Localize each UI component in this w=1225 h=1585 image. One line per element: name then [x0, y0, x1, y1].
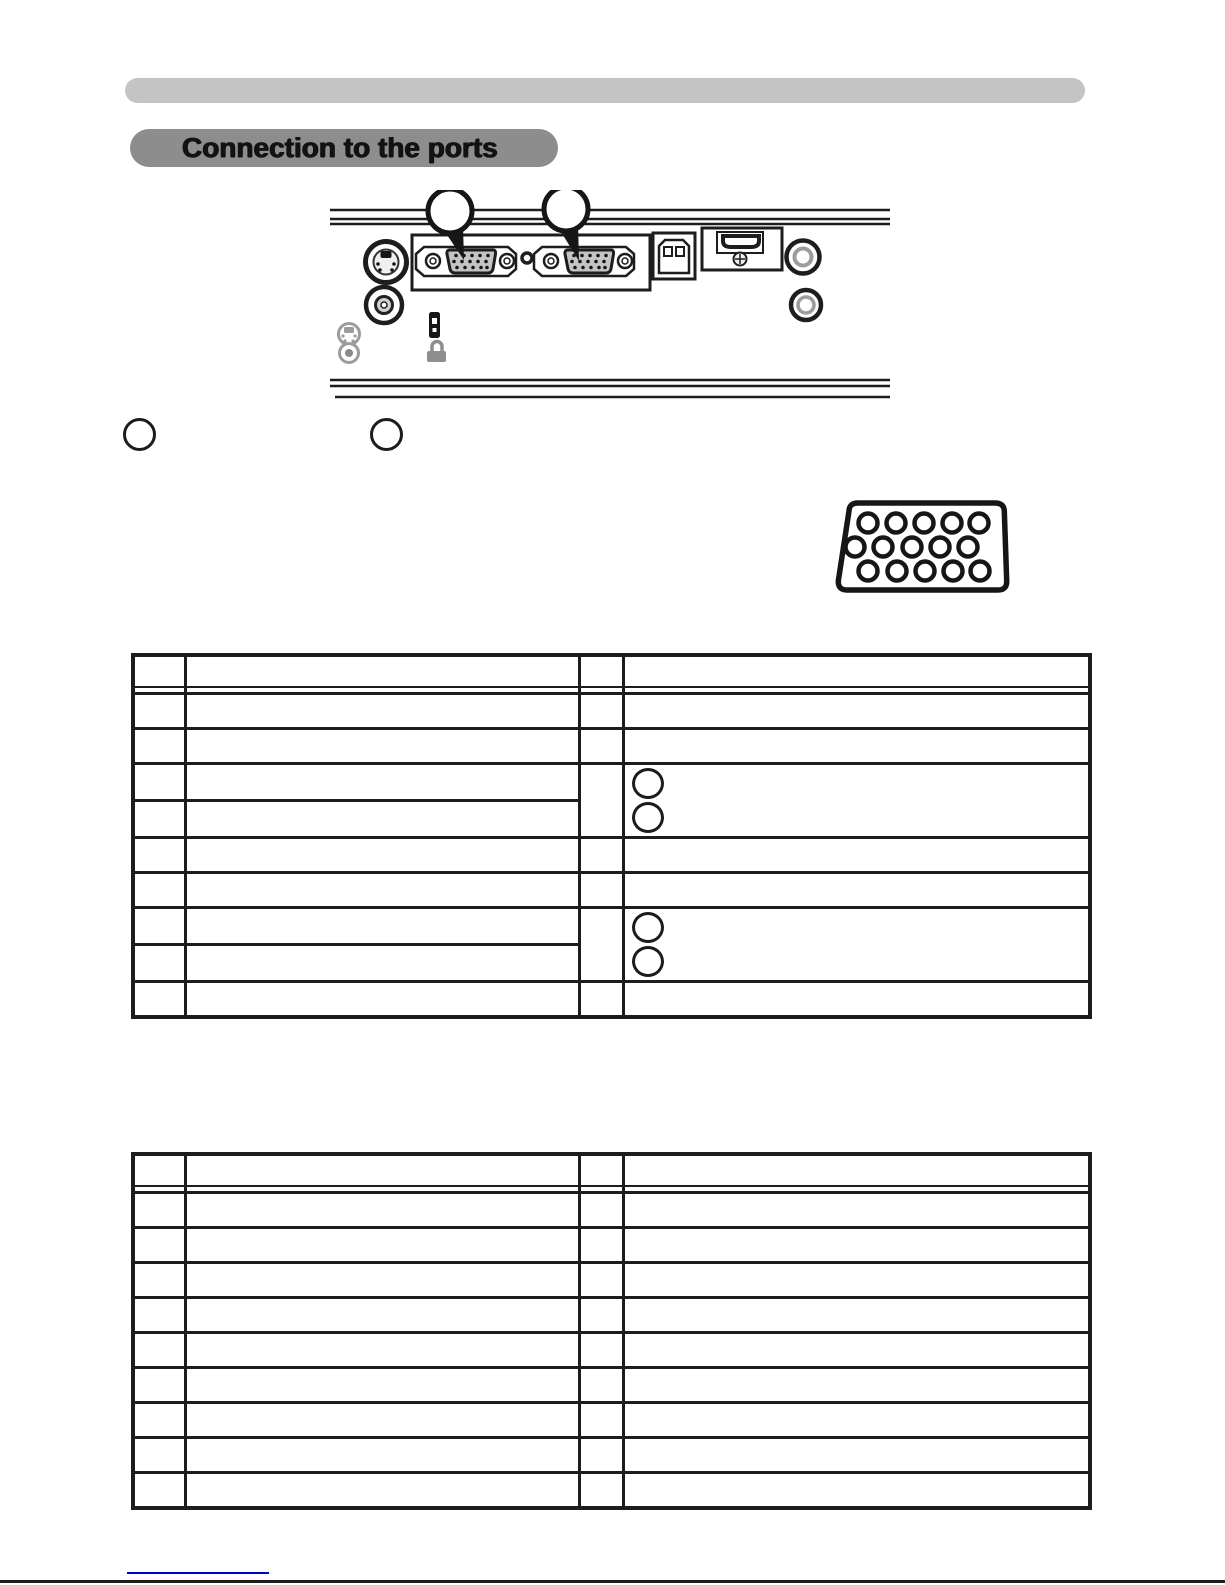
m1-d-digital-port-icon: [702, 228, 782, 270]
table-row: [133, 1193, 1090, 1228]
inline-circle-marker: [632, 946, 664, 977]
inline-circle-marker: [632, 912, 664, 943]
rca-muted-icon: [340, 344, 359, 363]
section-title-pill: [130, 129, 558, 167]
inline-circle-marker: [632, 802, 664, 833]
vga-dsub-port-1-icon: [416, 247, 516, 276]
table-row: [133, 1263, 1090, 1298]
usb-b-port-icon: [653, 233, 695, 279]
table-row: [133, 908, 1090, 945]
t1-header-signal-col-2: [623, 655, 1090, 687]
audio-rca-port-2-icon: [791, 290, 821, 320]
t2-header-signal-col-2: [623, 1154, 1090, 1186]
list-marker-circle-2: [370, 418, 403, 451]
t2-header-pin-col-2: [579, 1154, 623, 1186]
table-row: [133, 1298, 1090, 1333]
security-slot-icon: [429, 312, 440, 338]
s-video-port-icon: [366, 242, 407, 283]
led-indicator-icon: [522, 253, 532, 263]
composite-video-rca-port-icon: [366, 287, 402, 323]
section-title: Connection to the ports: [182, 132, 498, 163]
table-row: [133, 1368, 1090, 1403]
page-bottom-edge: [0, 1580, 1225, 1583]
padlock-icon: [427, 342, 446, 363]
table-row: [133, 1473, 1090, 1509]
rear-panel-diagram: [325, 190, 895, 410]
table-row: [133, 1403, 1090, 1438]
t1-header-signal-col: [185, 655, 579, 687]
table-row: [133, 729, 1090, 764]
table-row: [133, 838, 1090, 873]
audio-rca-port-1-icon: [787, 241, 820, 274]
table-row: [133, 1333, 1090, 1368]
table-row: [133, 1228, 1090, 1263]
t2-header-signal-col: [185, 1154, 579, 1186]
top-banner-bar: [125, 78, 1085, 103]
t1-header-pin-col-2: [579, 655, 623, 687]
vga-dsub-port-2-icon: [534, 247, 634, 276]
pin-table-upper: [131, 653, 1092, 1019]
table-row: [133, 694, 1090, 729]
inline-circle-marker: [632, 768, 664, 799]
link-underline[interactable]: [127, 1572, 269, 1574]
table-row: [133, 764, 1090, 801]
pin-table-lower: [131, 1152, 1092, 1510]
t1-header-pin-col: [133, 655, 185, 687]
s-video-muted-icon: [339, 324, 360, 345]
table-row: [133, 1438, 1090, 1473]
list-marker-circle-1: [123, 418, 156, 451]
table-row: [133, 873, 1090, 908]
t2-header-pin-col: [133, 1154, 185, 1186]
d-sub-15pin-diagram: [828, 492, 1013, 600]
table-row: [133, 982, 1090, 1018]
